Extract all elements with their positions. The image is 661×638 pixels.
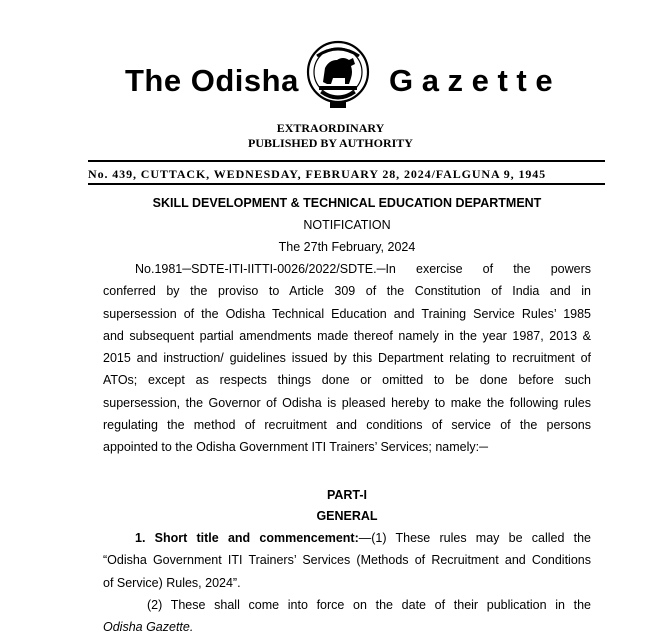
rule-1-heading: 1. Short title and commencement: — [135, 531, 359, 545]
preamble-line: supersession of the Odisha Technical Education and Training Service Rules’ 1985 — [103, 306, 591, 321]
gazette-masthead — [0, 34, 661, 114]
extraordinary-label: EXTRAORDINARY — [276, 121, 385, 135]
published-by-authority-label: PUBLISHED BY AUTHORITY — [248, 136, 413, 150]
preamble-line: regulating the method of recruitment and conditions of service of the persons — [103, 418, 591, 433]
preamble-line: conferred by the proviso to Article 309 of the Constitution of India and in — [103, 284, 591, 299]
part-subtitle: GENERAL — [316, 509, 378, 523]
issue-bottom-rule — [88, 183, 605, 185]
part-title: PART-I — [326, 488, 368, 502]
notification-date: The 27th February, 2024 — [278, 240, 416, 254]
rule-1-line: “Odisha Government ITI Trainers’ Services (Methods of Recruitment and Conditions — [103, 553, 591, 568]
gazette-title-right: Gazette — [389, 63, 562, 98]
preamble-paragraph — [103, 258, 591, 459]
gazette-title-left: The Odisha — [125, 63, 299, 98]
issue-top-rule — [88, 160, 605, 162]
rule-1-line — [103, 527, 591, 549]
rule-1-sub2-line: Odisha Gazette. — [103, 620, 194, 635]
preamble-line: ATOs; except as respects things done or omitted to be done before such — [103, 373, 591, 388]
preamble-line: supersession, the Governor of Odisha is pleased hereby to make the following rules — [103, 395, 591, 410]
rule-1-sub2-line: (2) These shall come into force on the date of their publication in the — [147, 597, 591, 612]
department-heading: SKILL DEVELOPMENT & TECHNICAL EDUCATION DEPARTMENT — [152, 196, 542, 210]
notification-heading: NOTIFICATION — [303, 218, 391, 232]
preamble-line: No.1981─SDTE-ITI-IITTI-0026/2022/SDTE.─In exercise of the powers — [135, 262, 591, 276]
preamble-line: and subsequent partial amendments made thereof namely in the year 1987, 2013 & — [103, 328, 591, 343]
rule-1-paragraph — [103, 527, 591, 638]
rule-1-line: of Service) Rules, 2024”. — [103, 575, 241, 590]
preamble-line: 2015 and instruction/ guidelines issued by this Department relating to recruitment of — [103, 351, 591, 366]
preamble-line: appointed to the Odisha Government ITI Trainers’ Services; namely:─ — [103, 440, 488, 455]
rule-1-line1-rest: —(1) These rules may be called the — [358, 531, 592, 545]
odisha-state-emblem-icon — [303, 38, 373, 114]
issue-line: No. 439, CUTTACK, WEDNESDAY, FEBRUARY 28, 2024/FALGUNA 9, 1945 — [88, 167, 547, 181]
